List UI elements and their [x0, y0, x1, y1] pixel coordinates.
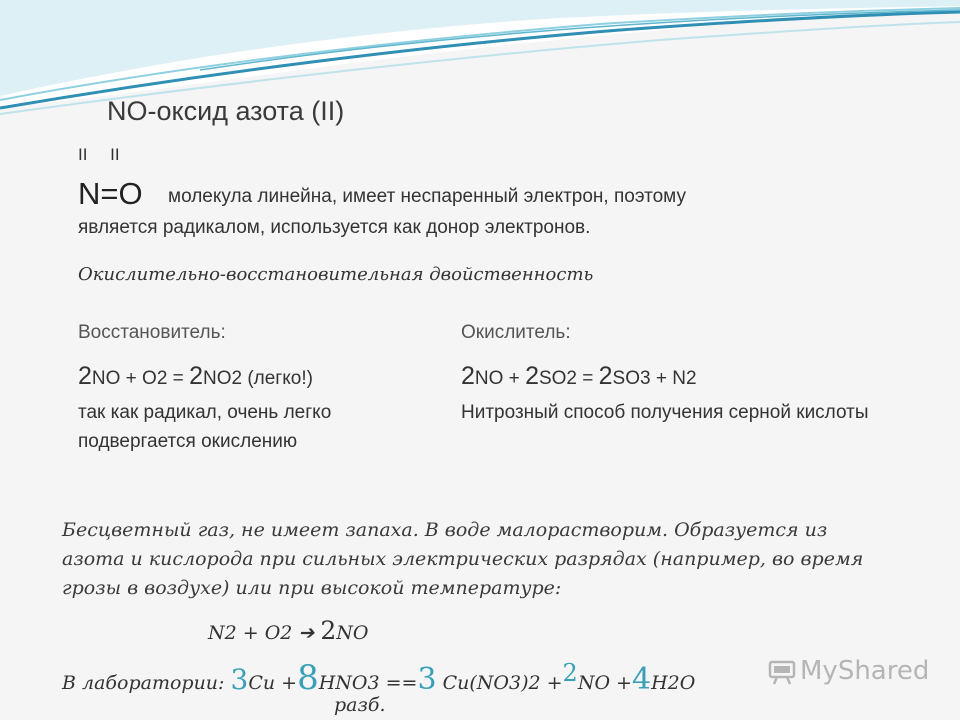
coefficient: 8 — [297, 658, 319, 698]
slide-title: NO-оксид азота (II) — [107, 96, 345, 126]
valence-marks: II II — [78, 145, 120, 164]
reducer-note: так как радикал, очень легко подвергается окислению — [78, 402, 332, 452]
oxidizer-note: Нитрозный способ получения серной кислоты — [461, 402, 869, 423]
arrow-icon: ➔ — [298, 622, 315, 644]
lab-equation: В лаборатории: 3Cu +8HNO3 ==3 Cu(NO3)2 +2NO +4H2O — [62, 658, 696, 698]
synthesis-equation: N2 + O2 ➔ 2NO — [208, 616, 369, 645]
presentation-board-icon — [768, 658, 796, 686]
description-line-2: является радикалом, используется как донор электронов. — [78, 217, 591, 238]
oxidizer-heading: Окислитель: — [461, 322, 571, 343]
duality-heading: Окислительно-восстановительная двойственность — [78, 264, 594, 285]
coefficient: 2 — [320, 616, 337, 645]
description-line-1: молекула линейна, имеет неспаренный электрон, поэтому — [168, 186, 686, 207]
reducer-heading: Восстановитель: — [78, 322, 226, 343]
coefficient: 2 — [189, 362, 203, 390]
coefficient: 2 — [78, 362, 92, 390]
coefficient: 4 — [631, 662, 652, 697]
coefficient: 2 — [598, 362, 613, 390]
properties-paragraph: Бесцветный газ, не имеет запаха. В воде малорастворим. Образуется из азота и кислорода при сильных электрических разрядах (например, во время грозы в воздухе) или при высокой температуре: — [62, 519, 864, 599]
coefficient: 3 — [230, 663, 249, 696]
no-structural-formula: N=O — [78, 176, 143, 211]
reducer-equation: 2NO + O2 = 2NO2 (легко!) — [78, 362, 313, 390]
coefficient: 2 — [525, 362, 539, 390]
oxidizer-equation: 2NO + 2SO2 = 2SO3 + N2 — [461, 362, 697, 390]
dilute-note: разб. — [334, 694, 386, 716]
watermark: MyShared — [768, 656, 929, 686]
coefficient: 3 — [417, 662, 437, 697]
coefficient: 2 — [461, 362, 475, 390]
coefficient: 2 — [562, 659, 578, 687]
